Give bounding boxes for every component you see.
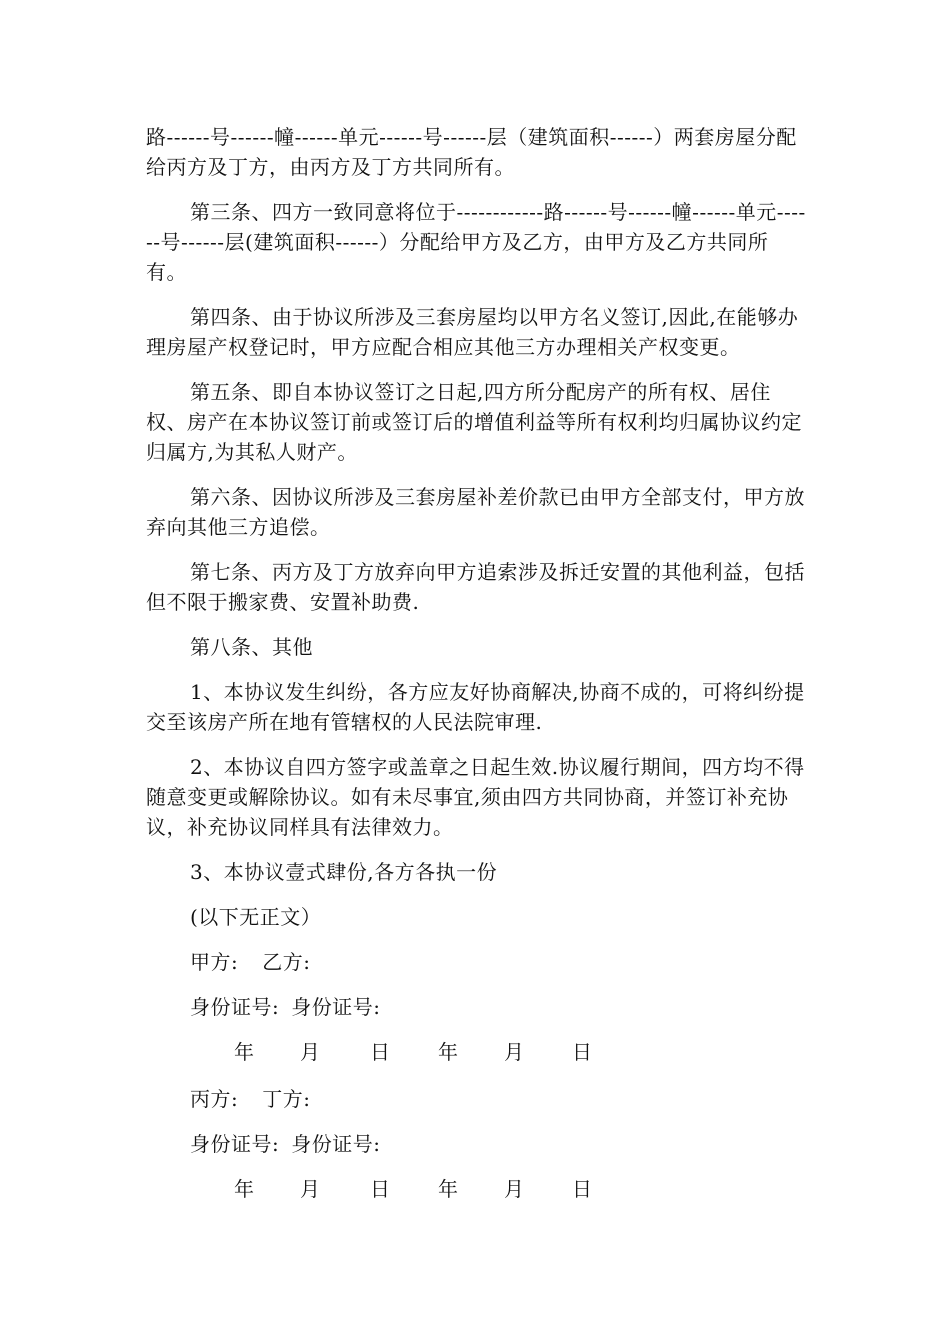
signature-ids-cd [146, 1129, 806, 1159]
party-d-label: 丁方: [262, 1087, 311, 1111]
signature-date-row-1 [146, 1037, 806, 1067]
paragraph-clause-three: 第三条、四方一致同意将位于------------路------号------幢------单元------号------层(建筑面积------）分配给甲方及乙方，由甲方及乙方共同所有。 [146, 200, 806, 284]
id-d-label: 身份证号: [291, 1132, 381, 1156]
signature-ids-ab [146, 992, 806, 1022]
date-year-d: 年 [438, 1177, 459, 1201]
paragraph-no-further-text: (以下无正文） [190, 905, 322, 929]
date-day-b: 日 [572, 1040, 593, 1064]
paragraph-clause-four: 第四条、由于协议所涉及三套房屋均以甲方名义签订,因此,在能够办理房屋产权登记时，甲方应配合相应其他三方办理相关产权变更。 [146, 305, 799, 359]
party-a-label: 甲方: [190, 950, 239, 974]
date-month-a: 月 [300, 1040, 321, 1064]
signature-date-row-2 [146, 1174, 806, 1204]
id-a-label: 身份证号: [190, 995, 280, 1019]
party-b-label: 乙方: [262, 950, 311, 974]
date-month-c: 月 [300, 1177, 321, 1201]
party-c-label: 丙方: [190, 1087, 239, 1111]
paragraph-item-three: 3、本协议壹式肆份,各方各执一份 [190, 860, 498, 884]
date-year-a: 年 [234, 1040, 255, 1064]
document-body [146, 122, 806, 1221]
date-year-c: 年 [234, 1177, 255, 1201]
date-day-a: 日 [370, 1040, 391, 1064]
date-month-d: 月 [504, 1177, 525, 1201]
paragraph-item-two: 2、本协议自四方签字或盖章之日起生效.协议履行期间，四方均不得随意变更或解除协议。如有未尽事宜,须由四方共同协商，并签订补充协议，补充协议同样具有法律效力。 [146, 755, 805, 839]
signature-parties-ab [146, 947, 806, 977]
date-day-c: 日 [370, 1177, 391, 1201]
paragraph-clause-five: 第五条、即自本协议签订之日起,四方所分配房产的所有权、居住权、房产在本协议签订前或签订后的增值利益等所有权利均归属协议约定归属方,为其私人财产。 [146, 380, 802, 464]
paragraph-continued-clause-two: 路------号------幢------单元------号------层（建筑面积------）两套房屋分配给丙方及丁方，由丙方及丁方共同所有。 [146, 125, 797, 179]
paragraph-clause-six: 第六条、因协议所涉及三套房屋补差价款已由甲方全部支付，甲方放弃向其他三方追偿。 [146, 485, 805, 539]
date-month-b: 月 [504, 1040, 525, 1064]
paragraph-clause-seven: 第七条、丙方及丁方放弃向甲方追索涉及拆迁安置的其他利益，包括但不限于搬家费、安置补助费. [146, 560, 805, 614]
id-c-label: 身份证号: [190, 1132, 280, 1156]
date-year-b: 年 [438, 1040, 459, 1064]
date-day-d: 日 [572, 1177, 593, 1201]
id-b-label: 身份证号: [291, 995, 381, 1019]
paragraph-item-one: 1、本协议发生纠纷，各方应友好协商解决,协商不成的，可将纠纷提交至该房产所在地有管辖权的人民法院审理. [146, 680, 805, 734]
signature-parties-cd [146, 1084, 806, 1114]
paragraph-clause-eight: 第八条、其他 [190, 635, 313, 659]
